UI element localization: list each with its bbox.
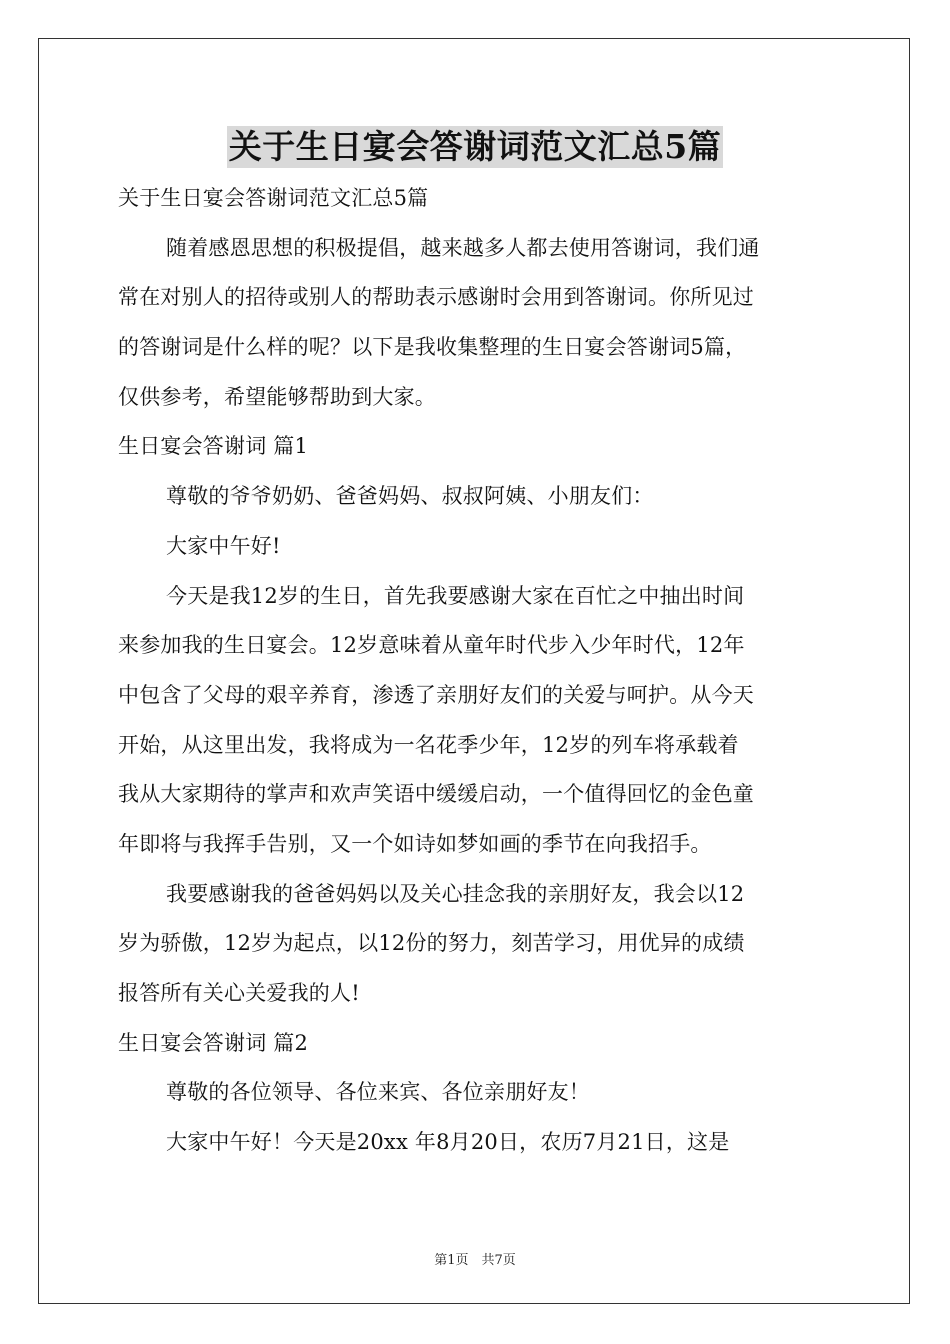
paragraph-line: 岁为骄傲，12岁为起点，以12份的努力，刻苦学习，用优异的成绩 [118, 931, 745, 956]
paragraph-line: 来参加我的生日宴会。12岁意味着从童年时代步入少年时代，12年 [118, 633, 745, 658]
paragraph-line: 开始，从这里出发，我将成为一名花季少年，12岁的列车将承载着 [118, 732, 739, 757]
paragraph-line: 的答谢词是什么样的呢？以下是我收集整理的生日宴会答谢词5篇， [118, 335, 747, 360]
paragraph-line: 仅供参考，希望能够帮助到大家。 [118, 384, 436, 409]
document-body [118, 174, 836, 1168]
paragraph-line: 常在对别人的招待或别人的帮助表示感谢时会用到答谢词。你所见过 [118, 285, 754, 310]
paragraph-line: 年即将与我挥手告别，又一个如诗如梦如画的季节在向我招手。 [118, 831, 712, 856]
paragraph-line: 我从大家期待的掌声和欢声笑语中缓缓启动，一个值得回忆的金色童 [118, 782, 754, 807]
page-footer: 第1页 共7页 [434, 1253, 516, 1268]
paragraph-line: 报答所有关心关爱我的人! [118, 981, 360, 1005]
document-title: 关于生日宴会答谢词范文汇总5篇 [228, 127, 722, 166]
paragraph-line: 尊敬的爷爷奶奶、爸爸妈妈、叔叔阿姨、小朋友们： [166, 484, 654, 509]
paragraph-line: 中包含了父母的艰辛养育，渗透了亲朋好友们的关爱与呵护。从今天 [118, 682, 754, 707]
paragraph-line: 生日宴会答谢词 篇2 [118, 1030, 309, 1055]
paragraph-line: 随着感恩思想的积极提倡，越来越多人都去使用答谢词，我们通 [166, 235, 760, 260]
paragraph-line: 我要感谢我的爸爸妈妈以及关心挂念我的亲朋好友，我会以12 [166, 881, 745, 906]
paragraph-line: 关于生日宴会答谢词范文汇总5篇 [118, 186, 429, 210]
title-area [0, 126, 950, 168]
paragraph-line: 大家中午好! [166, 533, 281, 558]
paragraph-line: 尊敬的各位领导、各位来宾、各位亲朋好友！ [166, 1080, 590, 1105]
paragraph-line: 大家中午好！今天是20xx 年8月20日，农历7月21日，这是 [166, 1130, 730, 1155]
paragraph-line: 生日宴会答谢词 篇1 [118, 434, 309, 459]
paragraph-line: 今天是我12岁的生日，首先我要感谢大家在百忙之中抽出时间 [166, 583, 745, 608]
